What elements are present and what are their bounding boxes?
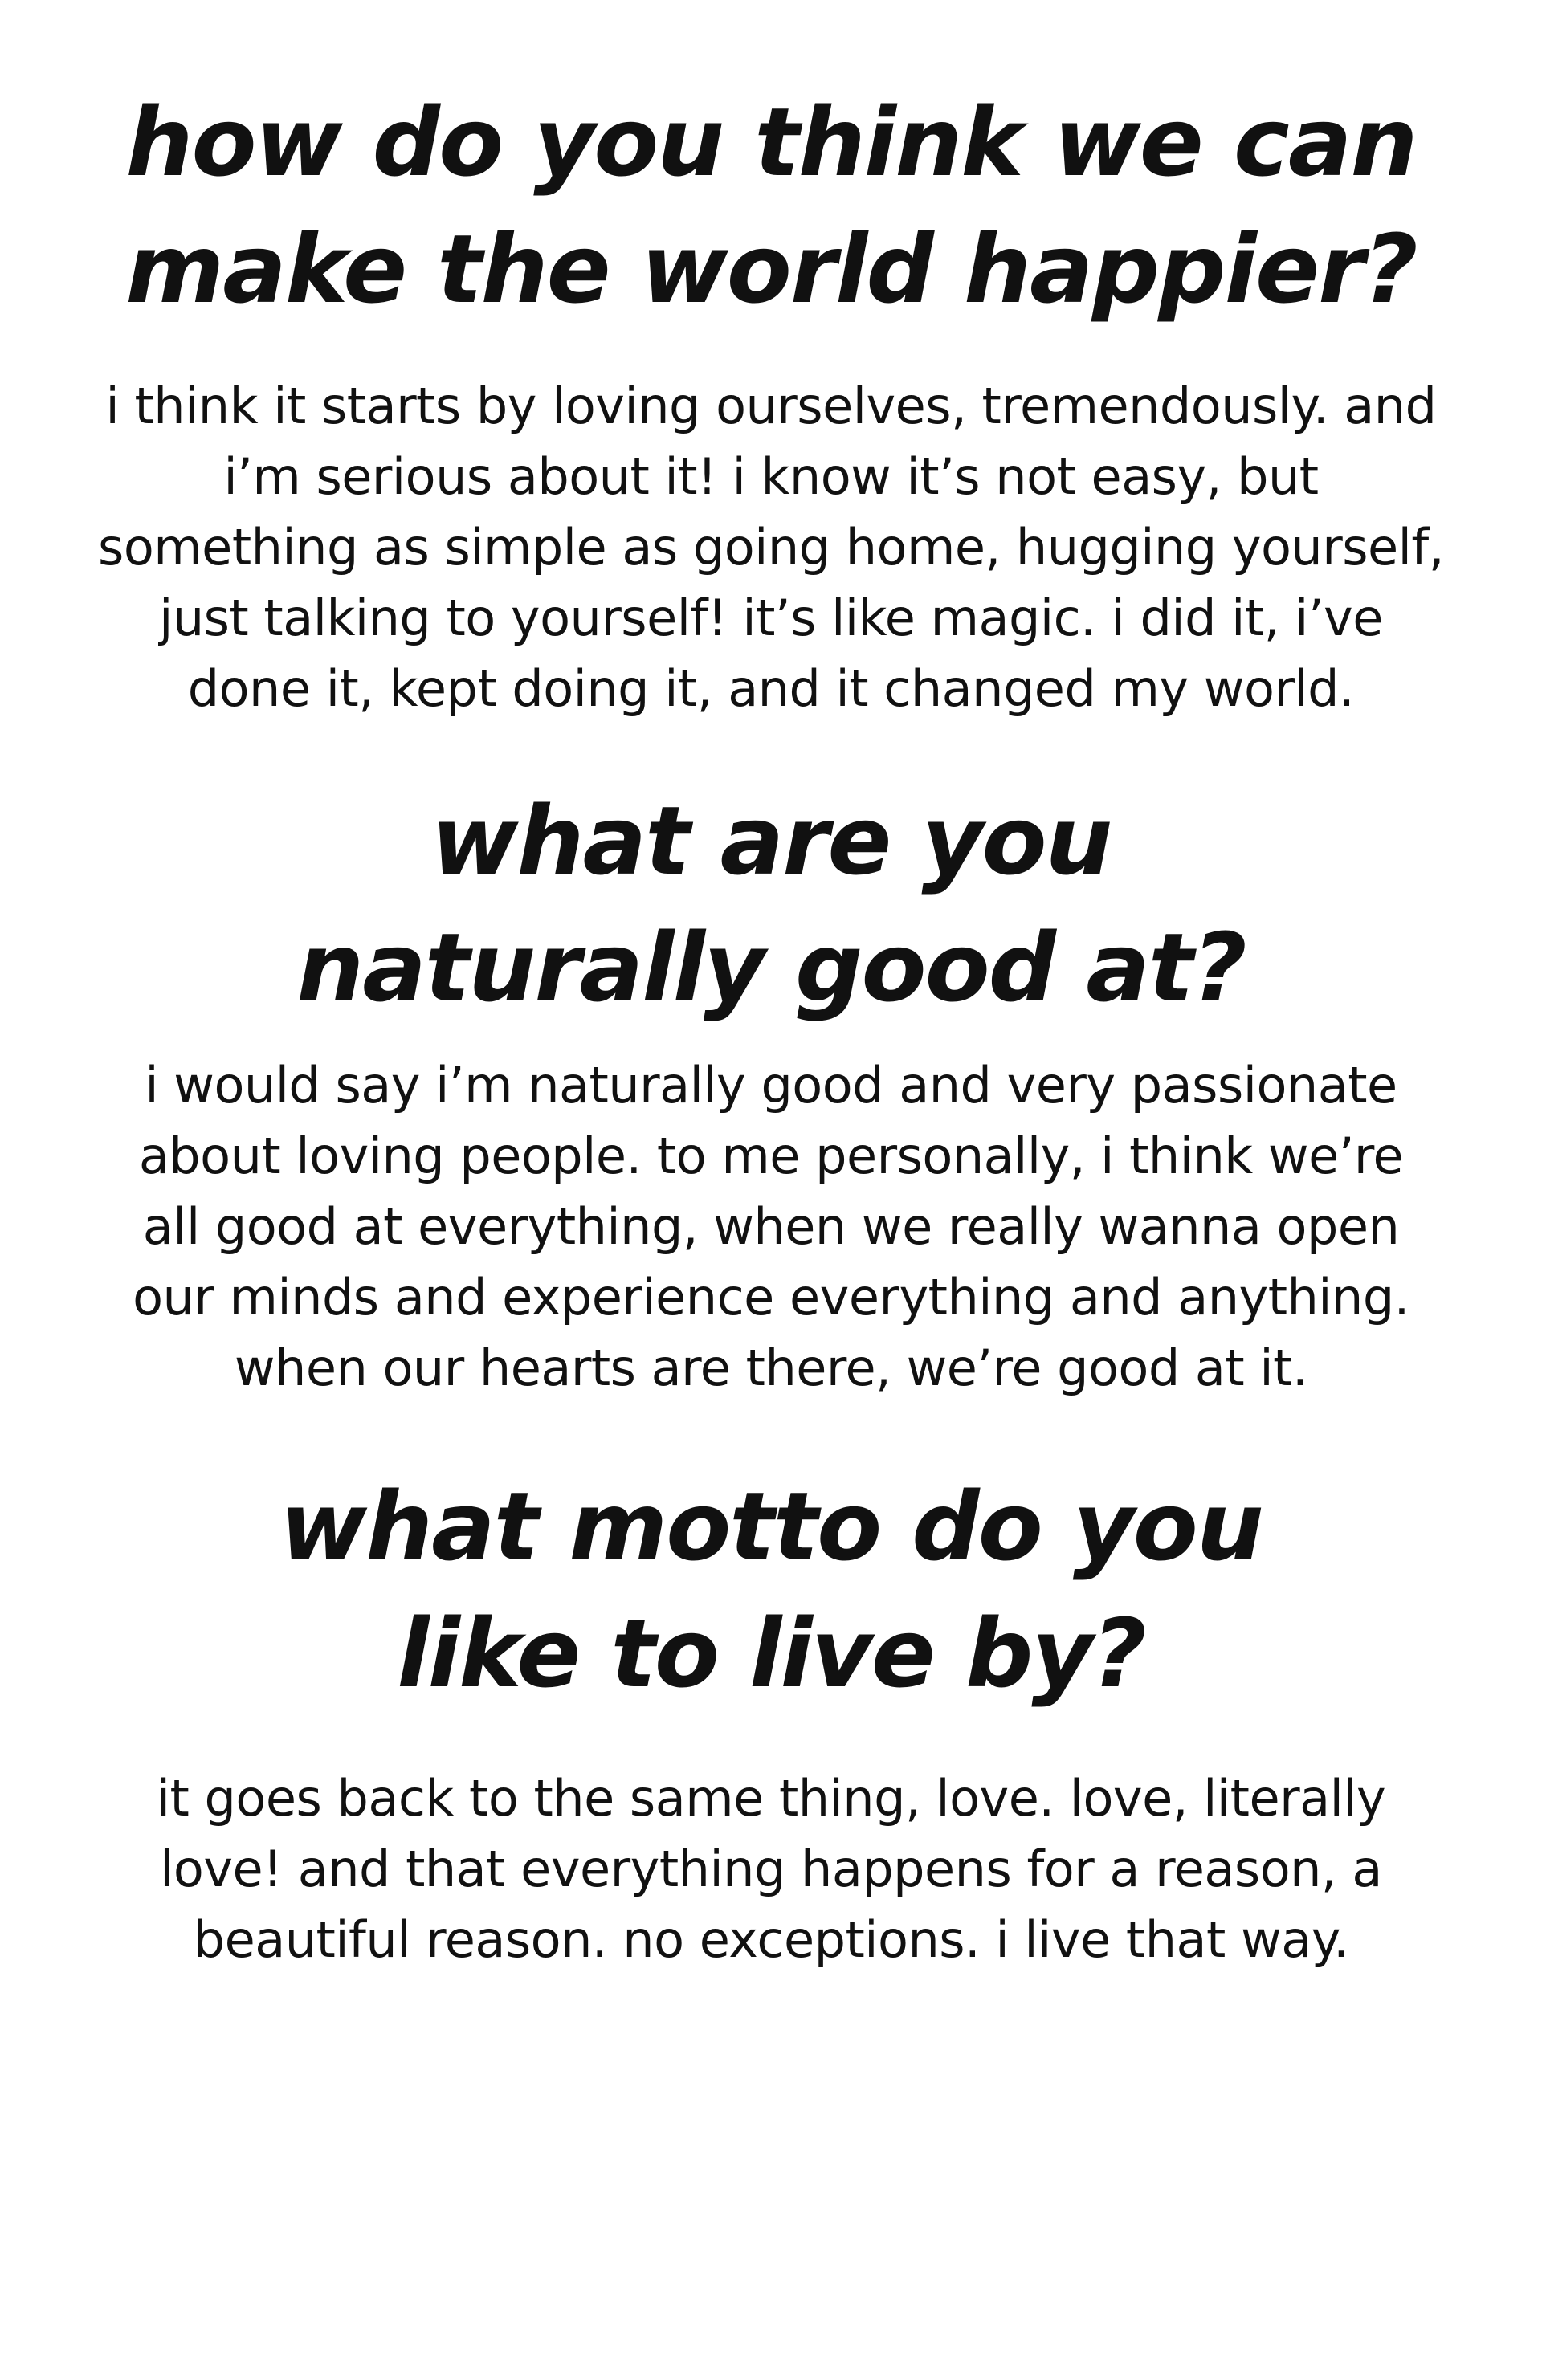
answer-paragraph-3	[0, 1763, 1542, 1975]
answer-paragraph-2	[0, 1050, 1542, 1404]
answer-line: i’m serious about it! i know it’s not easy, but	[223, 447, 1319, 506]
answer-line: just talking to yourself! it’s like magic. i did it, i’ve	[159, 589, 1383, 647]
answer-line: it goes back to the same thing, love. love, literally	[156, 1769, 1386, 1828]
answer-line: done it, kept doing it, and it changed my world.	[187, 659, 1355, 718]
question-heading-3	[0, 1463, 1542, 1717]
question-line: make the world happier?	[125, 214, 1417, 324]
answer-line: love! and that everything happens for a reason, a	[160, 1840, 1382, 1898]
question-line: what motto do you	[279, 1471, 1263, 1582]
question-line: how do you think we can	[125, 87, 1417, 198]
question-heading-1	[0, 79, 1542, 332]
answer-line: about loving people. to me personally, i think we’re	[138, 1127, 1404, 1185]
answer-line: i would say i’m naturally good and very passionate	[145, 1056, 1397, 1115]
answer-line: our minds and experience everything and anything.	[133, 1268, 1409, 1327]
question-line: like to live by?	[397, 1598, 1145, 1709]
question-line: naturally good at?	[296, 912, 1246, 1023]
answer-line: beautiful reason. no exceptions. i live that way.	[193, 1910, 1349, 1969]
question-heading-2	[0, 777, 1542, 1031]
answer-line: i think it starts by loving ourselves, tremendously. and	[105, 377, 1437, 435]
answer-line: when our hearts are there, we’re good at it.	[234, 1339, 1308, 1397]
answer-line: all good at everything, when we really wanna open	[142, 1197, 1400, 1256]
question-line: what are you	[430, 785, 1112, 896]
answer-paragraph-1	[0, 371, 1542, 724]
answer-line: something as simple as going home, hugging yourself,	[98, 518, 1444, 577]
